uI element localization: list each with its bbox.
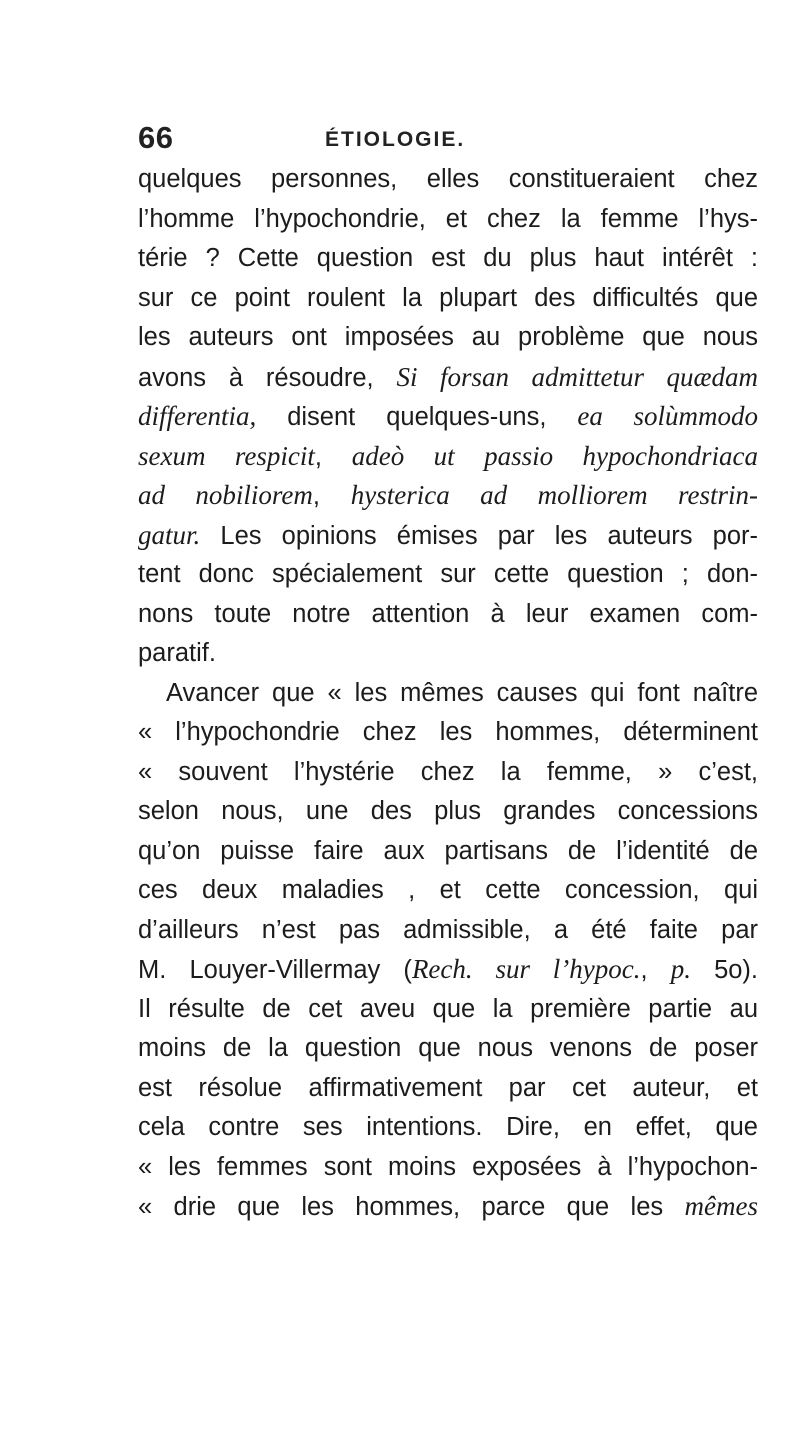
text-line (138, 516, 758, 556)
text-segment: sur ce point roulent la plupart des difficultés que (138, 283, 758, 312)
page-number: 66 (138, 120, 174, 155)
text-line (138, 1148, 758, 1188)
italic-segment: Si forsan admittetur quædam (396, 361, 758, 392)
text-line (138, 990, 758, 1030)
text-line (138, 358, 758, 398)
text-segment: moins de la question que nous venons de poser (138, 1034, 758, 1062)
text-line (138, 397, 758, 437)
text-line (138, 911, 758, 951)
text-segment: térie ? Cette question est du plus haut intérêt : (138, 244, 758, 272)
text-line (138, 1069, 758, 1109)
text-segment: Avancer que « les mêmes causes qui font naître (166, 678, 758, 707)
italic-segment: p. (670, 954, 691, 984)
text-segment: , (640, 956, 671, 984)
text-line (138, 239, 758, 279)
italic-segment: sexum respicit (138, 440, 315, 471)
text-segment: quelques personnes, elles constitueraient chez (138, 165, 758, 193)
text-segment: d’ailleurs n’est pas admissible, a été faite par (138, 915, 758, 944)
text-segment: paratif. (138, 639, 216, 667)
text-line (138, 1029, 758, 1069)
text-segment: Il résulte de cet aveu que la première partie au (138, 994, 758, 1023)
body-text (138, 160, 758, 1227)
text-segment: cela contre ses intentions. Dire, en effet, que (138, 1113, 758, 1141)
text-segment: M. Louyer-Villermay ( (138, 956, 412, 984)
text-segment: ces deux maladies , et cette concession, qui (138, 876, 758, 904)
text-segment: est résolue affirmativement par cet auteur, et (138, 1073, 758, 1102)
text-segment: les auteurs ont imposées au problème que nous (138, 323, 758, 351)
italic-segment: gatur. (138, 519, 201, 550)
text-segment: , (314, 442, 352, 471)
text-line (138, 713, 758, 753)
text-line (138, 950, 758, 990)
text-segment: selon nous, une des plus grandes concessions (138, 797, 758, 825)
text-segment: nons toute notre attention à leur examen com- (138, 599, 758, 628)
text-line (138, 476, 758, 516)
page-header (138, 118, 758, 158)
italic-segment: mêmes (684, 1191, 758, 1221)
italic-segment: adeò ut passio hypochondriaca (351, 440, 758, 471)
text-segment: , (312, 482, 351, 510)
text-segment: Les opinions émises par les auteurs por- (200, 521, 758, 550)
text-line (138, 595, 758, 635)
text-line (138, 1187, 758, 1227)
italic-segment: ea solùmmodo (577, 401, 758, 431)
text-segment: avons à résoudre, (138, 363, 397, 392)
text-line (138, 437, 758, 477)
text-line (138, 832, 758, 872)
italic-segment: differentia, (138, 401, 257, 431)
text-line (138, 160, 758, 200)
text-line (138, 318, 758, 358)
italic-segment: Rech. sur l’hypoc. (411, 954, 641, 984)
text-line (138, 753, 758, 793)
text-line (138, 871, 758, 911)
text-line (138, 200, 758, 240)
text-line (138, 792, 758, 832)
text-line (138, 674, 758, 714)
italic-segment: hysterica ad molliorem restrin- (350, 480, 758, 510)
text-line (138, 555, 758, 595)
running-title: ÉTIOLOGIE. (325, 128, 466, 151)
text-segment: disent quelques-uns, (256, 403, 578, 431)
text-line (138, 279, 758, 319)
text-segment: « drie que les hommes, parce que les (138, 1193, 685, 1221)
text-line (138, 1108, 758, 1148)
italic-segment: ad nobiliorem (138, 480, 313, 510)
text-segment: tent donc spécialement sur cette question ; don- (138, 560, 758, 588)
text-segment: l’homme l’hypochondrie, et chez la femme l’hys- (138, 204, 758, 233)
text-segment: 5o). (690, 956, 759, 984)
text-segment: « souvent l’hystérie chez la femme, » c’est, (138, 757, 758, 786)
text-segment: « l’hypochondrie chez les hommes, déterminent (138, 718, 758, 746)
text-segment: « les femmes sont moins exposées à l’hypochon- (138, 1152, 758, 1181)
text-line (138, 634, 758, 674)
text-segment: qu’on puisse faire aux partisans de l’identité de (138, 836, 758, 865)
